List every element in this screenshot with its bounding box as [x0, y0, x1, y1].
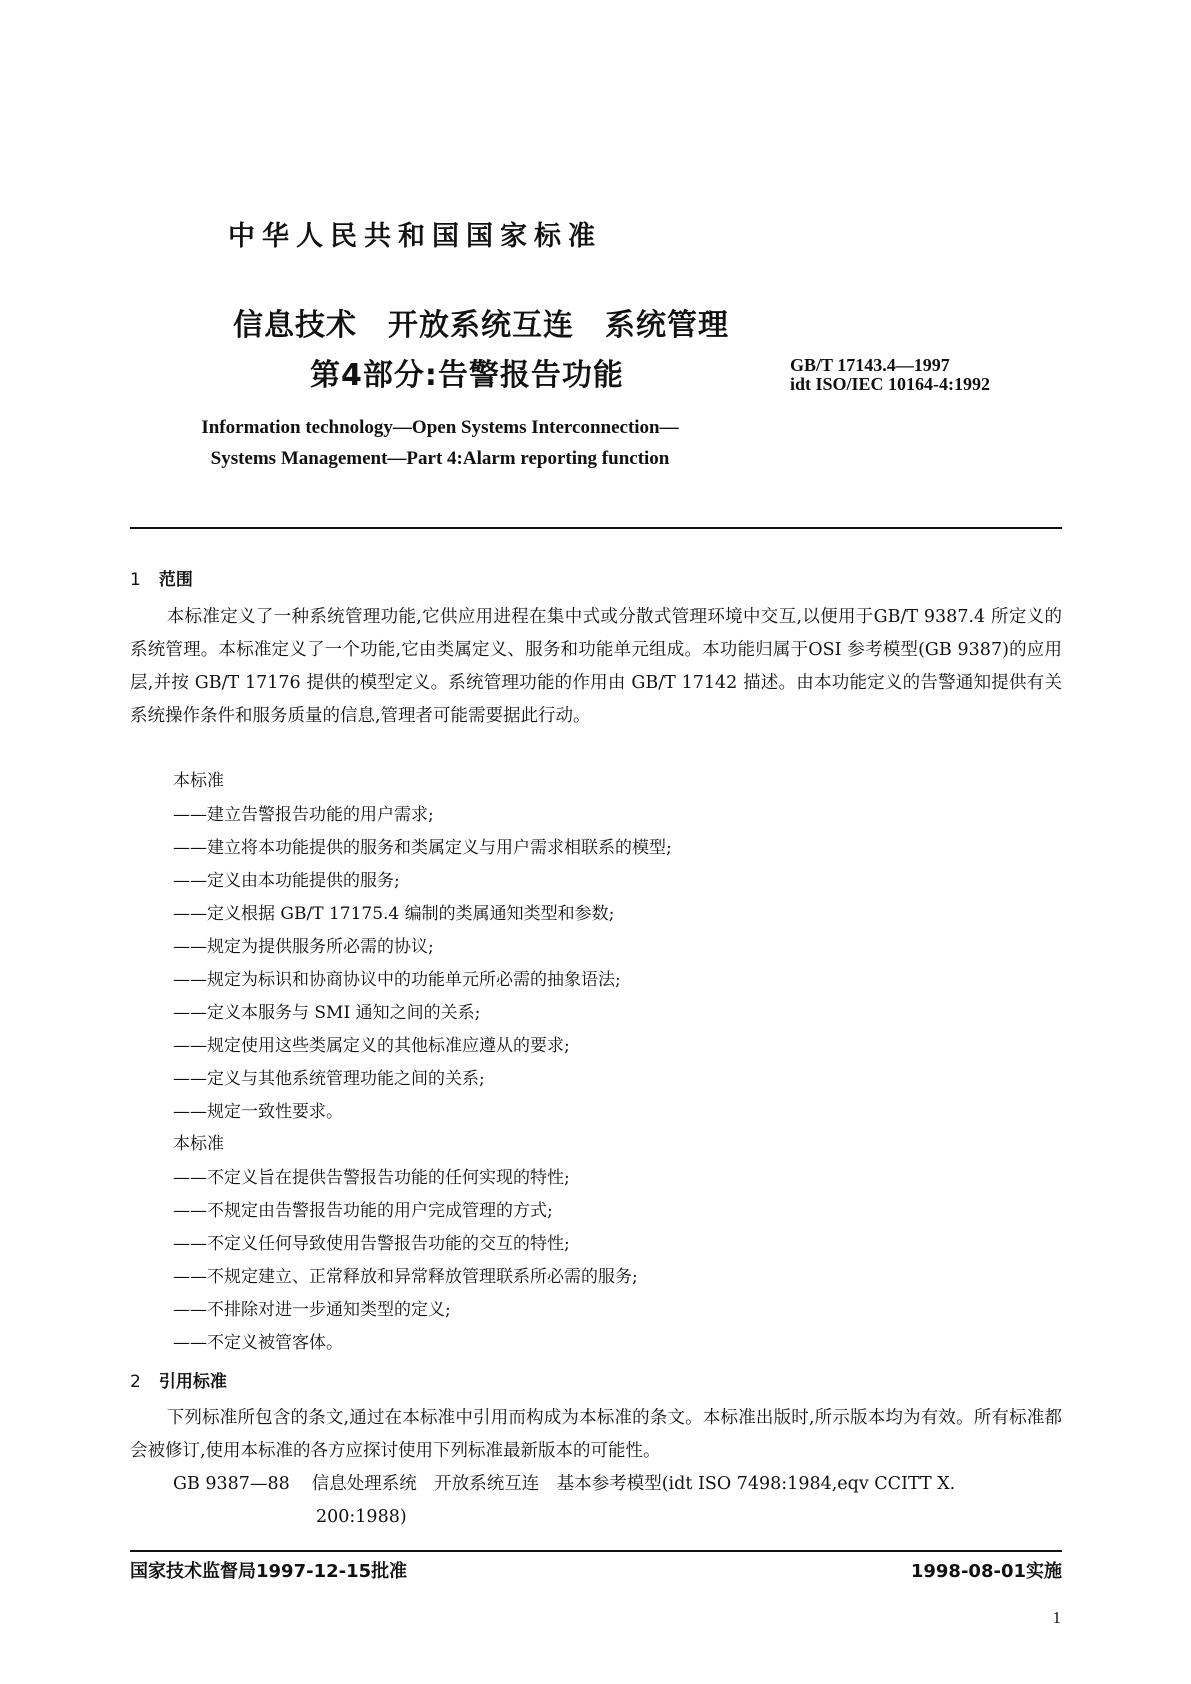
chinese-title-line-1: 信息技术 开放系统互连 系统管理: [233, 308, 729, 343]
list-item: ——不定义任何导致使用告警报告功能的交互的特性;: [173, 1234, 570, 1254]
section-1-title: 范围: [158, 570, 193, 590]
english-title-line-2: Systems Management—Part 4:Alarm reporting function: [210, 448, 670, 469]
list-item: ——建立将本功能提供的服务和类属定义与用户需求相联系的模型;: [173, 838, 672, 858]
english-title-line-1: Information technology—Open Systems Interconnection—: [201, 417, 679, 438]
approval-info: 国家技术监督局1997-12-15批准: [130, 1561, 408, 1582]
chinese-title-line-2: 第4部分:告警报告功能: [310, 358, 624, 393]
top-divider: [130, 527, 1062, 529]
list-item: ——不定义被管客体。: [173, 1333, 343, 1353]
section-1-paragraph: 本标准定义了一种系统管理功能,它供应用进程在集中式或分散式管理环境中交互,以便用于GB/T 9387.4 所定义的系统管理。本标准定义了一个功能,它由类属定义、服务和功能单元组成。本功能归属于OSI 参考模型(GB 9387)的应用层,并按 GB/T 17176 提供的模型定义。系统管理功能的作用由 GB/T 17142 描述。由本功能定义的告警通知提供有关系统操作条件和服务质量的信息,管理者可能需要据此行动。: [130, 607, 1062, 726]
list-item: ——不排除对进一步通知类型的定义;: [173, 1300, 451, 1320]
list-item: ——定义与其他系统管理功能之间的关系;: [173, 1069, 485, 1089]
list-item: ——定义根据 GB/T 17175.4 编制的类属通知类型和参数;: [173, 904, 615, 924]
section-2-heading: [130, 1367, 227, 1392]
list-item: ——不规定建立、正常释放和异常释放管理联系所必需的服务;: [173, 1267, 638, 1287]
section-2-title: 引用标准: [158, 1372, 227, 1392]
implementation-date: 1998-08-01实施: [910, 1561, 1062, 1582]
section-2-paragraph: 下列标准所包含的条文,通过在本标准中引用而构成为本标准的条文。本标准出版时,所示版本均为有效。所有标准都会被修订,使用本标准的各方应探讨使用下列标准最新版本的可能性。: [130, 1408, 1062, 1461]
list-item: ——规定为标识和协商协议中的功能单元所必需的抽象语法;: [173, 970, 621, 990]
list-item: ——定义本服务与 SMI 通知之间的关系;: [173, 1003, 481, 1023]
list-item: ——不定义旨在提供告警报告功能的任何实现的特性;: [173, 1168, 570, 1188]
section-1-number: 1: [130, 570, 141, 590]
section-1-heading: [130, 565, 193, 590]
scope-intro-2: 本标准: [173, 1134, 224, 1154]
list-item: ——规定为提供服务所必需的协议;: [173, 937, 434, 957]
standard-number: GB/T 17143.4—1997: [790, 355, 950, 375]
reference-code: GB 9387—88: [173, 1474, 290, 1494]
scope-list-1: [173, 799, 672, 1129]
list-item: ——规定使用这些类属定义的其他标准应遵从的要求;: [173, 1036, 570, 1056]
list-item: ——定义由本功能提供的服务;: [173, 871, 400, 891]
list-item: ——规定一致性要求。: [173, 1102, 343, 1122]
standard-code-block: [790, 356, 990, 394]
scope-list-2: [173, 1162, 638, 1360]
bottom-divider: [130, 1550, 1062, 1552]
reference-title-line-1: 信息处理系统 开放系统互连 基本参考模型(idt ISO 7498:1984,eqv CCITT X.: [311, 1474, 956, 1494]
list-item: ——建立告警报告功能的用户需求;: [173, 805, 434, 825]
section-2-number: 2: [130, 1372, 141, 1392]
scope-intro-1: 本标准: [173, 771, 224, 791]
english-title: [0, 412, 880, 474]
page-number: 1: [1052, 1608, 1061, 1627]
reference-title-line-2: 200:1988): [316, 1507, 407, 1527]
reference-entry: [173, 1468, 955, 1501]
national-standard-heading: 中华人民共和国国家标准: [228, 221, 602, 252]
iso-equivalence: idt ISO/IEC 10164-4:1992: [790, 374, 991, 394]
list-item: ——不规定由告警报告功能的用户完成管理的方式;: [173, 1201, 553, 1221]
